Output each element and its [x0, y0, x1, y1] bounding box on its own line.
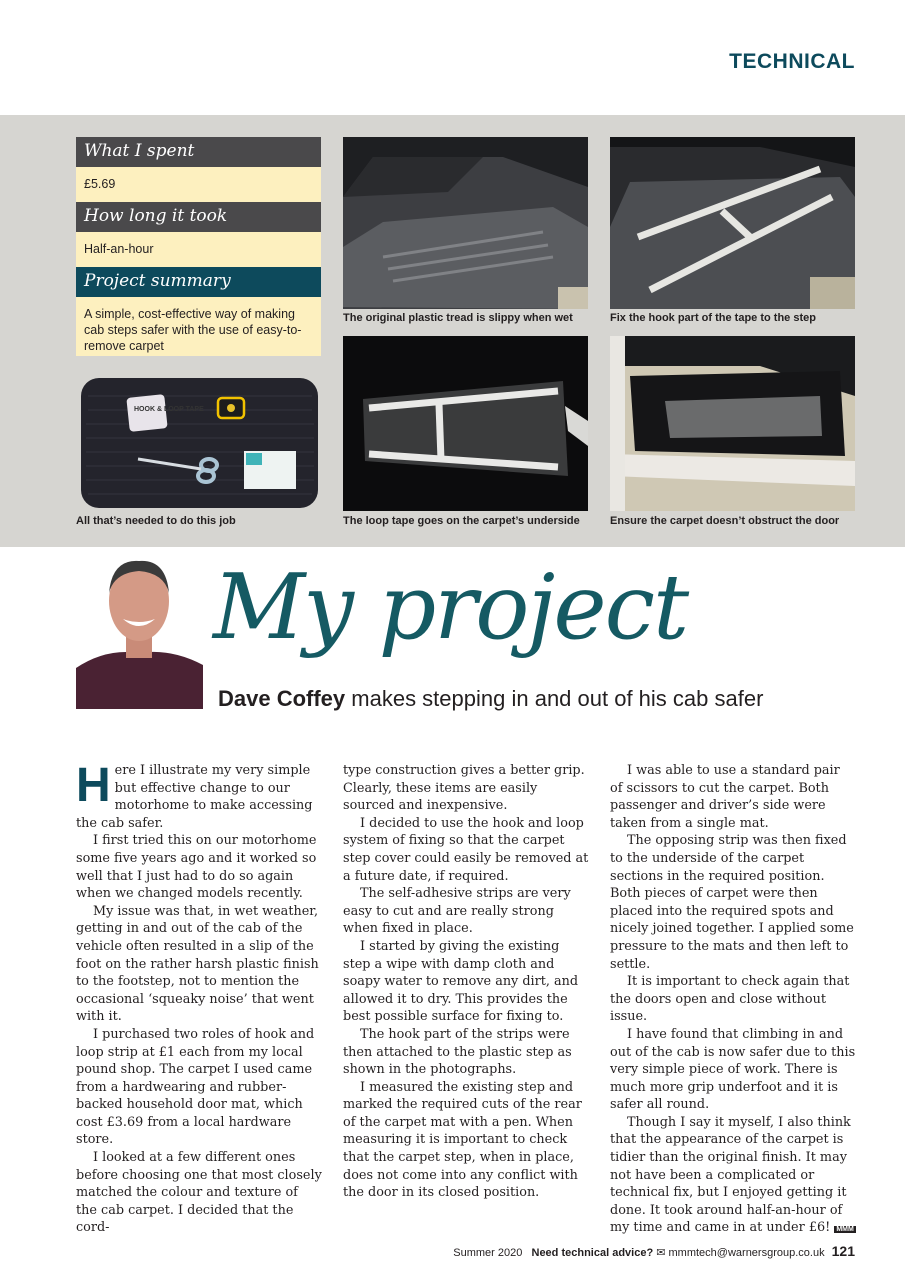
paragraph: I first tried this on our motorhome some five years ago and it worked so well that I just had to do so again when we changed models recently.: [76, 833, 317, 902]
spent-heading: What I spent: [76, 137, 321, 167]
paragraph: I purchased two roles of hook and loop strip at £1 each from my local pound shop. The carpet I used came from a hardwearing and rubber-backed household door mat, which cost £3.69 from a local hardware store.: [76, 1026, 315, 1148]
paragraph: It is important to check again that the doors open and close without issue.: [610, 974, 850, 1025]
photo-items: [76, 376, 321, 511]
caption-hook: Fix the hook part of the tape to the step: [610, 312, 816, 324]
advice-label: Need technical advice?: [531, 1247, 654, 1259]
paragraph: Though I say it myself, I also think that the appearance of the carpet is tidier than the original finish. It may not have been a complicated or technical fix, but I enjoyed getting it done. It took around half-an-hour of my time and came in at under £6! MMM: [610, 1114, 854, 1236]
email-icon: ✉: [656, 1247, 666, 1259]
standfirst: [218, 686, 763, 712]
photo-hook-tape: [610, 137, 855, 309]
advice-email: mmmtech@warnersgroup.co.uk: [668, 1247, 825, 1259]
section-tag: TECHNICAL: [729, 50, 855, 73]
summary-heading: Project summary: [76, 267, 321, 297]
paragraph: I decided to use the hook and loop system of fixing so that the carpet step cover could easily be removed at a future date, if required.: [343, 815, 589, 884]
tape-label: HOOK & LOOP TAPE: [134, 406, 204, 413]
time-heading: How long it took: [76, 202, 321, 232]
end-mark-icon: MMM: [836, 1226, 854, 1234]
author-portrait: [76, 553, 203, 709]
caption-tread: The original plastic tread is slippy when wet: [343, 312, 573, 324]
paragraph: The hook part of the strips were then attached to the plastic step as shown in the photographs.: [343, 1026, 572, 1078]
paragraph: I was able to use a standard pair of scissors to cut the carpet. Both passenger and driver’s side were taken from a single mat.: [610, 763, 840, 831]
photo-loop-tape: [343, 336, 588, 511]
page-title: My project: [213, 555, 688, 660]
caption-door: Ensure the carpet doesn’t obstruct the door: [610, 515, 840, 527]
spent-value: £5.69: [76, 167, 321, 202]
info-box: [76, 137, 321, 356]
drop-cap: H: [76, 759, 111, 812]
time-value: Half-an-hour: [76, 232, 321, 267]
paragraph: I started by giving the existing step a wipe with damp cloth and soapy water to remove any dirt, and allowed it to dry. This provides the best possible surface for fixing to.: [343, 938, 579, 1025]
body-column-2: [343, 762, 589, 1202]
paragraph: The opposing strip was then fixed to the underside of the carpet sections in the required position. Both pieces of carpet were then placed into the required spots and nicely joined together. I applied some pressure to the mats and then left to settle.: [610, 833, 854, 972]
paragraph: I have found that climbing in and out of the cab is now safer due to this very simple piece of work. There is much more grip underfoot and it is safer all round.: [610, 1026, 856, 1113]
body-column-3: [610, 762, 856, 1239]
page-number: 121: [831, 1243, 855, 1259]
caption-loop: The loop tape goes on the carpet’s underside: [343, 515, 580, 527]
body-column-1: [76, 759, 322, 1237]
paragraph: I looked at a few different ones before choosing one that most closely matched the colour and texture of the cab carpet. I decided that the cord-: [76, 1150, 322, 1236]
paragraph: Here I illustrate my very simple but effective change to our motorhome to make accessing the cab safer.: [76, 759, 313, 831]
summary-value: A simple, cost-effective way of making cab steps safer with the use of easy-to-remove carpet: [76, 297, 321, 356]
caption-items: All that’s needed to do this job: [76, 515, 236, 527]
author-name: Dave Coffey: [218, 686, 346, 711]
standfirst-text: makes stepping in and out of his cab safer: [345, 686, 764, 711]
paragraph: type construction gives a better grip. Clearly, these items are easily sourced and inexpensive.: [343, 763, 585, 814]
paragraph: I measured the existing step and marked the required cuts of the rear of the carpet mat with a pen. When measuring it is important to check that the carpet step, when in place, does not come into any conflict with the door in its closed position.: [343, 1079, 582, 1201]
page-footer: [453, 1243, 855, 1259]
photo-tread: [343, 137, 588, 309]
photo-door: [610, 336, 855, 511]
paragraph: The self-adhesive strips are very easy to cut and are really strong when fixed in place.: [343, 886, 571, 937]
issue-date: Summer 2020: [453, 1247, 523, 1259]
paragraph: My issue was that, in wet weather, getting in and out of the cab of the vehicle often resulted in a slip of the foot on the rather harsh plastic finish to the footstep, not to mention the occasional ‘squeaky noise’ that went with it.: [76, 903, 319, 1025]
